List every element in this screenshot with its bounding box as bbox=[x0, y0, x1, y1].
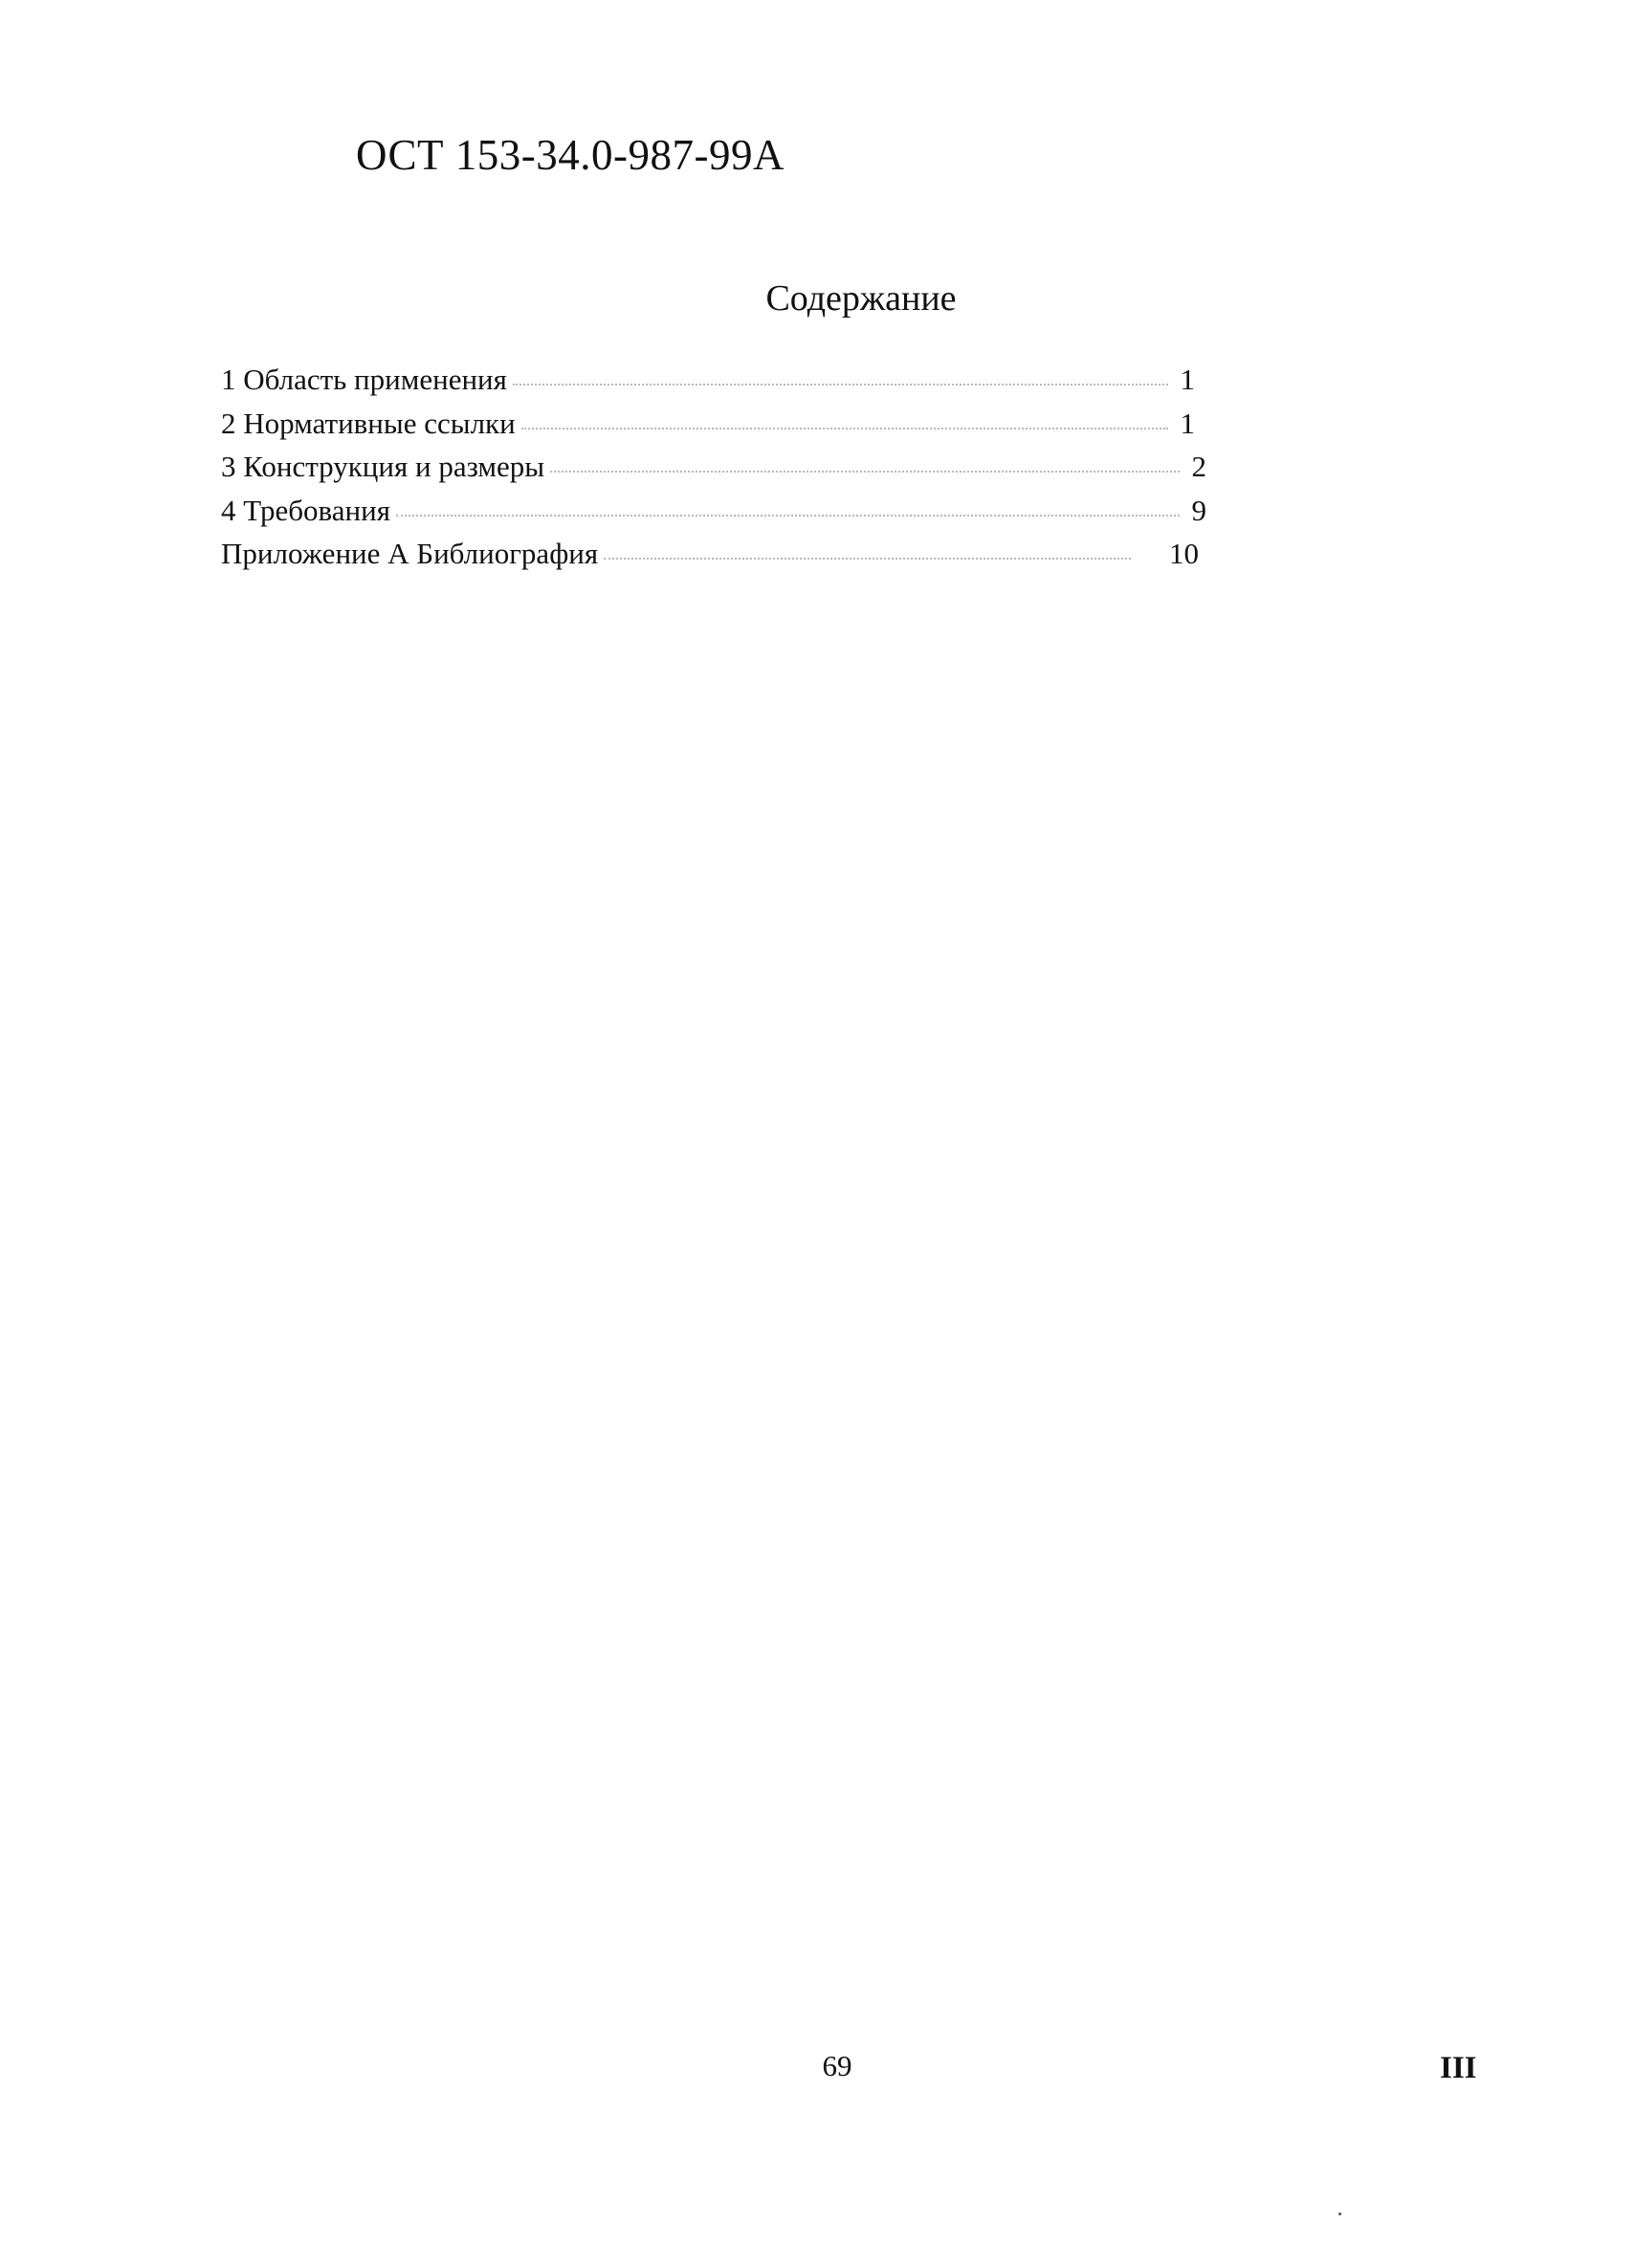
document-code: ОСТ 153-34.0-987-99А bbox=[356, 131, 785, 179]
toc-entry-label: 2 Нормативные ссылки bbox=[221, 406, 516, 440]
toc-entry-label: Приложение А Библиография bbox=[221, 537, 599, 570]
toc-entry-bibliography[interactable] bbox=[221, 537, 1199, 581]
toc-entry-page: 2 bbox=[1191, 450, 1206, 483]
toc-entry-requirements[interactable] bbox=[221, 494, 1206, 538]
toc-entry-label: 4 Требования bbox=[221, 493, 390, 527]
toc-leader-dots bbox=[513, 384, 1168, 385]
roman-page-number: III bbox=[1440, 2051, 1477, 2085]
toc-entry-page: 10 bbox=[1169, 537, 1199, 570]
toc-leader-dots bbox=[550, 471, 1180, 473]
table-of-contents bbox=[221, 363, 1206, 581]
toc-entry-page: 1 bbox=[1180, 363, 1195, 396]
toc-leader-dots bbox=[604, 558, 1131, 560]
toc-entry-references[interactable] bbox=[221, 407, 1195, 451]
toc-leader-dots bbox=[521, 428, 1168, 429]
scan-speck bbox=[1338, 2213, 1341, 2215]
page-number: 69 bbox=[822, 2049, 852, 2082]
toc-title: Содержание bbox=[765, 278, 957, 319]
toc-entry-page: 9 bbox=[1191, 493, 1206, 527]
toc-entry-design[interactable] bbox=[221, 450, 1206, 494]
toc-entry-label: 3 Конструкция и размеры bbox=[221, 450, 545, 483]
toc-entry-page: 1 bbox=[1180, 406, 1195, 440]
toc-entry-label: 1 Область применения bbox=[221, 363, 507, 396]
toc-entry-scope[interactable] bbox=[221, 363, 1195, 407]
toc-leader-dots bbox=[396, 515, 1180, 517]
